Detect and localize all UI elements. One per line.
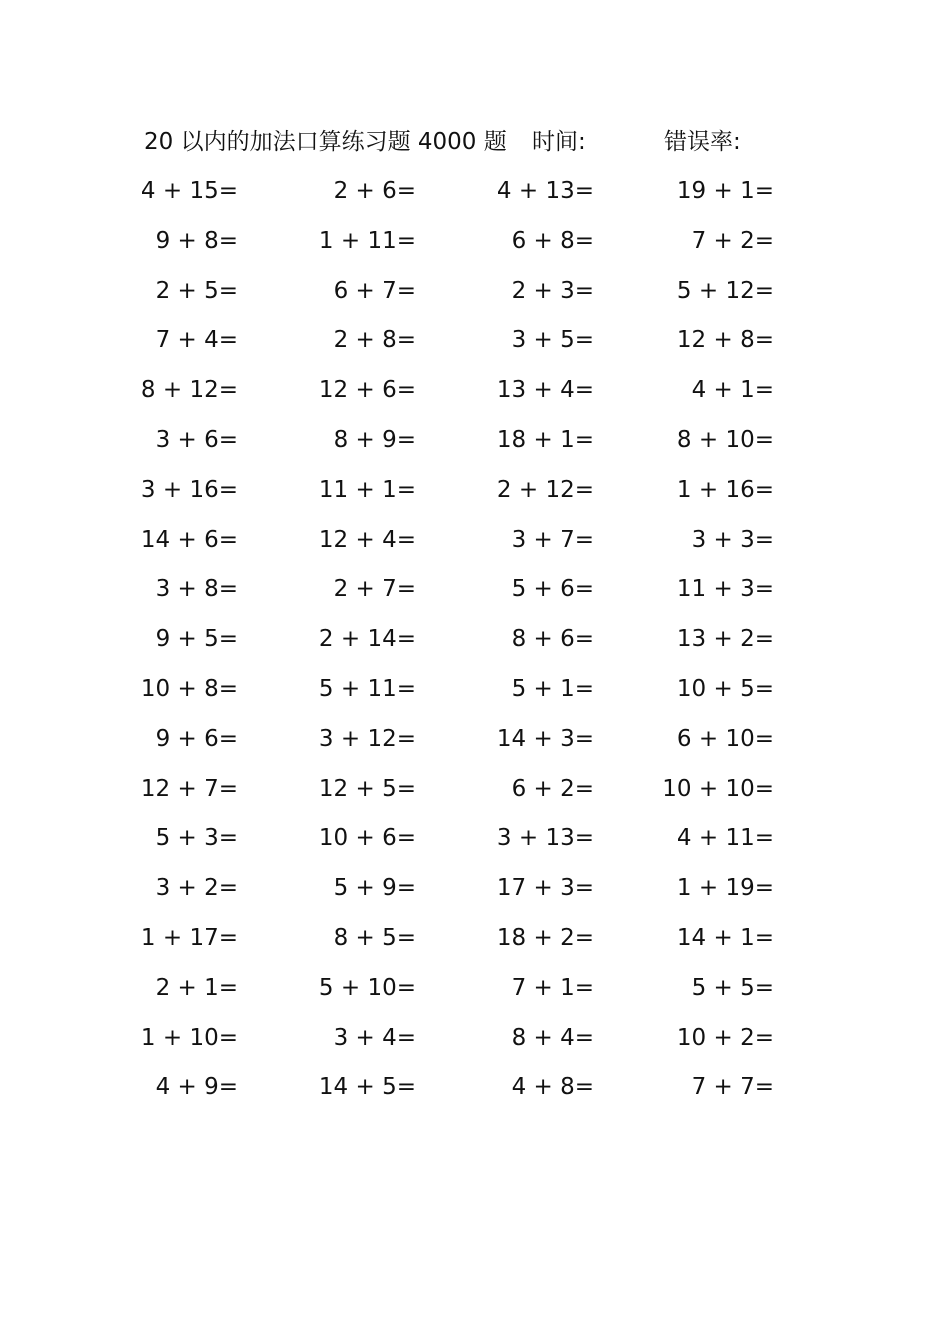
problem-item: 8 + 10= bbox=[676, 426, 774, 453]
problem-row bbox=[0, 918, 950, 968]
problem-row bbox=[0, 420, 950, 470]
problem-item: 1 + 17= bbox=[140, 924, 238, 951]
problem-item: 6 + 10= bbox=[676, 725, 774, 752]
problem-item: 3 + 7= bbox=[511, 526, 594, 553]
problem-item: 5 + 11= bbox=[318, 675, 416, 702]
problem-item: 14 + 6= bbox=[140, 526, 238, 553]
problem-item: 18 + 2= bbox=[496, 924, 594, 951]
problem-item: 8 + 9= bbox=[333, 426, 416, 453]
problem-item: 11 + 1= bbox=[318, 476, 416, 503]
problem-row bbox=[0, 470, 950, 520]
problem-row bbox=[0, 569, 950, 619]
problem-item: 9 + 6= bbox=[155, 725, 238, 752]
problem-item: 8 + 4= bbox=[511, 1024, 594, 1051]
problem-item: 7 + 7= bbox=[691, 1074, 774, 1101]
problem-item: 4 + 11= bbox=[676, 825, 774, 852]
problem-item: 2 + 8= bbox=[333, 327, 416, 354]
problem-item: 5 + 3= bbox=[155, 825, 238, 852]
problem-row bbox=[0, 370, 950, 420]
problem-item: 7 + 4= bbox=[155, 327, 238, 354]
problem-item: 8 + 12= bbox=[140, 377, 238, 404]
problem-item: 9 + 5= bbox=[155, 626, 238, 653]
problem-item: 14 + 3= bbox=[496, 725, 594, 752]
problem-item: 8 + 5= bbox=[333, 924, 416, 951]
problem-row bbox=[0, 619, 950, 669]
problem-item: 7 + 2= bbox=[691, 227, 774, 254]
problem-row bbox=[0, 868, 950, 918]
error-rate-label: 错误率: bbox=[664, 129, 741, 155]
problem-item: 2 + 14= bbox=[318, 626, 416, 653]
problem-item: 10 + 6= bbox=[318, 825, 416, 852]
problem-row bbox=[0, 818, 950, 868]
problem-item: 1 + 11= bbox=[318, 227, 416, 254]
problem-item: 3 + 4= bbox=[333, 1024, 416, 1051]
problem-item: 3 + 5= bbox=[511, 327, 594, 354]
problem-item: 12 + 8= bbox=[676, 327, 774, 354]
problem-item: 2 + 12= bbox=[496, 476, 594, 503]
problem-item: 5 + 6= bbox=[511, 576, 594, 603]
problem-item: 13 + 4= bbox=[496, 377, 594, 404]
problem-grid bbox=[0, 171, 950, 1117]
problem-item: 8 + 6= bbox=[511, 626, 594, 653]
problem-item: 10 + 2= bbox=[676, 1024, 774, 1051]
problem-row bbox=[0, 769, 950, 819]
problem-item: 4 + 15= bbox=[140, 178, 238, 204]
problem-item: 4 + 13= bbox=[496, 178, 594, 204]
problem-row bbox=[0, 271, 950, 321]
problem-item: 10 + 8= bbox=[140, 675, 238, 702]
problem-item: 4 + 8= bbox=[511, 1074, 594, 1101]
problem-item: 12 + 6= bbox=[318, 377, 416, 404]
problem-row bbox=[0, 221, 950, 271]
problem-item: 9 + 8= bbox=[155, 227, 238, 254]
problem-row bbox=[0, 1018, 950, 1068]
problem-item: 14 + 5= bbox=[318, 1074, 416, 1101]
problem-item: 3 + 16= bbox=[140, 476, 238, 503]
problem-item: 2 + 1= bbox=[155, 974, 238, 1001]
problem-item: 12 + 7= bbox=[140, 775, 238, 802]
problem-item: 1 + 10= bbox=[140, 1024, 238, 1051]
time-label: 时间: bbox=[532, 129, 586, 155]
worksheet-header bbox=[0, 124, 950, 160]
problem-row bbox=[0, 320, 950, 370]
problem-item: 3 + 12= bbox=[318, 725, 416, 752]
problem-item: 4 + 1= bbox=[691, 377, 774, 404]
problem-row bbox=[0, 1067, 950, 1117]
worksheet-title: 20 以内的加法口算练习题 4000 题 bbox=[144, 129, 507, 155]
problem-item: 3 + 13= bbox=[496, 825, 594, 852]
problem-item: 12 + 5= bbox=[318, 775, 416, 802]
problem-item: 6 + 7= bbox=[333, 277, 416, 304]
problem-item: 5 + 9= bbox=[333, 875, 416, 902]
problem-item: 17 + 3= bbox=[496, 875, 594, 902]
problem-item: 18 + 1= bbox=[496, 426, 594, 453]
problem-row bbox=[0, 719, 950, 769]
problem-row bbox=[0, 171, 950, 221]
problem-item: 14 + 1= bbox=[676, 924, 774, 951]
problem-row bbox=[0, 520, 950, 570]
problem-item: 4 + 9= bbox=[155, 1074, 238, 1101]
problem-item: 5 + 1= bbox=[511, 675, 594, 702]
problem-item: 3 + 6= bbox=[155, 426, 238, 453]
problem-item: 1 + 16= bbox=[676, 476, 774, 503]
problem-item: 6 + 8= bbox=[511, 227, 594, 254]
problem-row bbox=[0, 669, 950, 719]
problem-item: 12 + 4= bbox=[318, 526, 416, 553]
problem-item: 2 + 7= bbox=[333, 576, 416, 603]
problem-item: 13 + 2= bbox=[676, 626, 774, 653]
problem-item: 6 + 2= bbox=[511, 775, 594, 802]
problem-item: 5 + 10= bbox=[318, 974, 416, 1001]
problem-item: 11 + 3= bbox=[676, 576, 774, 603]
problem-item: 5 + 5= bbox=[691, 974, 774, 1001]
problem-item: 3 + 3= bbox=[691, 526, 774, 553]
problem-row bbox=[0, 968, 950, 1018]
problem-item: 2 + 6= bbox=[333, 178, 416, 204]
problem-item: 19 + 1= bbox=[676, 178, 774, 204]
problem-item: 2 + 3= bbox=[511, 277, 594, 304]
problem-item: 1 + 19= bbox=[676, 875, 774, 902]
problem-item: 7 + 1= bbox=[511, 974, 594, 1001]
problem-item: 2 + 5= bbox=[155, 277, 238, 304]
problem-item: 10 + 10= bbox=[662, 775, 774, 802]
problem-item: 3 + 2= bbox=[155, 875, 238, 902]
problem-item: 5 + 12= bbox=[676, 277, 774, 304]
problem-item: 3 + 8= bbox=[155, 576, 238, 603]
problem-item: 10 + 5= bbox=[676, 675, 774, 702]
